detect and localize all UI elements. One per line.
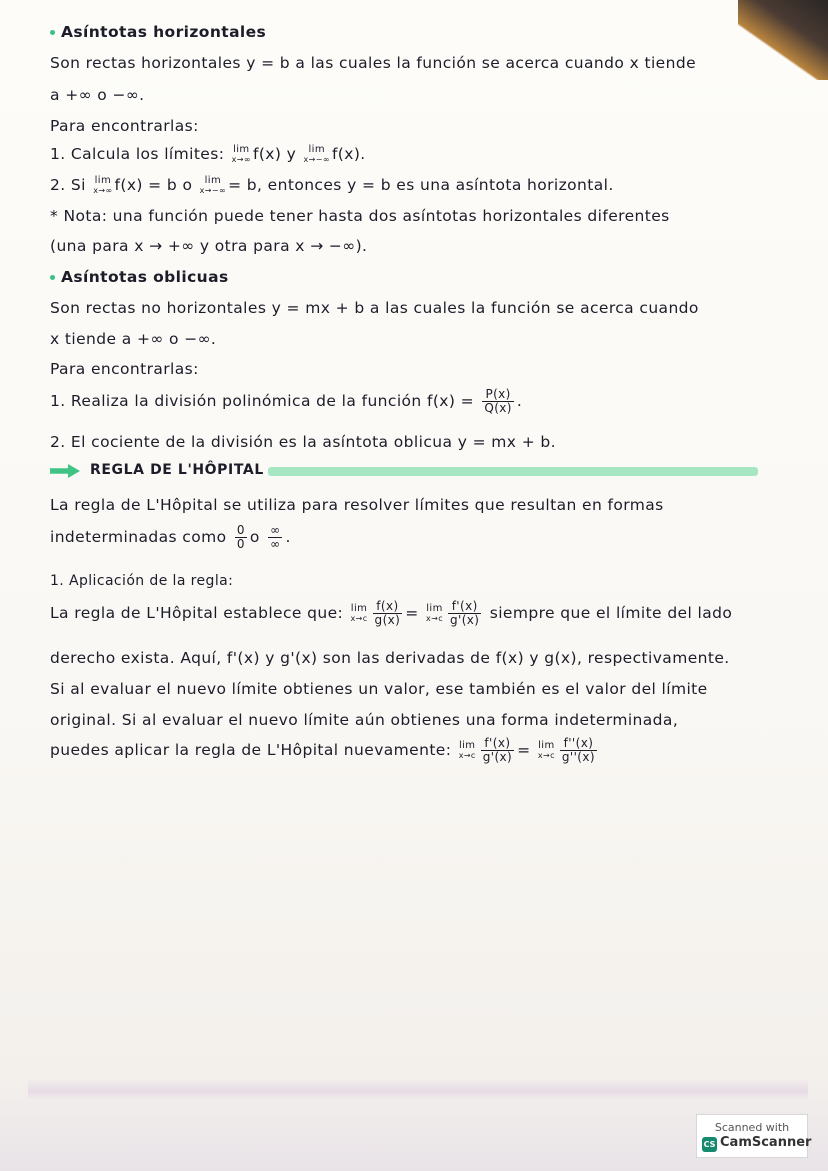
highlight-bar [268, 467, 758, 476]
text-line: x tiende a +∞ o −∞. [50, 330, 217, 348]
text-line: Son rectas horizontales y = b a las cuales la función se acerca cuando x tiende [50, 54, 696, 72]
text-line: Son rectas no horizontales y = mx + b a las cuales la función se acerca cuando [50, 299, 699, 317]
limit-notation: lim x→∞ [93, 174, 113, 195]
fraction: $\frac{f''(x)}{g''(x)}$ [561, 736, 595, 764]
limit-notation: lim x→c [425, 602, 443, 623]
fraction: $\frac{0}{0}$ [236, 523, 245, 551]
rule-line: La regla de L'Hôpital establece que: lim x→c $\frac{f(x)}{g(x)}$ = lim x→c $\frac{f'(x)}{g'(x)}$ siempre que el límite del lado [50, 599, 733, 627]
text-line: Si al evaluar el nuevo límite obtienes un valor, ese también es el valor del límite [50, 680, 708, 698]
camscanner-watermark: Scanned with CS CamScanner [696, 1114, 808, 1158]
text-line: indeterminadas como $\frac{0}{0}$ o $\frac{\infty}{\infty}$ . [50, 523, 291, 551]
bullet-icon [50, 275, 55, 280]
heading-asintotas-oblicuas: Asíntotas oblicuas [50, 267, 229, 287]
text-line: Para encontrarlas: [50, 360, 199, 378]
note-line: (una para x → +∞ y otra para x → −∞). [50, 237, 368, 255]
limit-notation: lim x→−∞ [303, 143, 330, 164]
camscanner-logo-icon: CS [702, 1137, 717, 1152]
text-line: derecho exista. Aquí, f'(x) y g'(x) son las derivadas de f(x) y g(x), respectivamente. [50, 649, 730, 667]
text-line: original. Si al evaluar el nuevo límite aún obtienes una forma indeterminada, [50, 711, 679, 729]
step-line: 1. Realiza la división polinómica de la función f(x) = $\frac{P(x)}{Q(x)}$ . [50, 387, 523, 415]
limit-notation: lim x→c [458, 739, 476, 760]
step-line: 1. Calcula los límites: lim x→∞ f(x) y lim x→−∞ f(x). [50, 143, 366, 164]
fraction: $\frac{f'(x)}{g'(x)}$ [450, 599, 480, 627]
fraction: $\frac{f'(x)}{g'(x)}$ [482, 736, 513, 764]
arrow-icon [50, 464, 80, 478]
final-formula-line: puedes aplicar la regla de L'Hôpital nuevamente: lim x→c $\frac{f'(x)}{g'(x)}$ = lim x→c $\frac{f''(x)}{g''(x)}$ [50, 736, 595, 764]
limit-notation: lim x→c [537, 739, 555, 760]
section-title-lhopital: REGLA DE L'HÔPITAL [50, 461, 765, 483]
text-line: a +∞ o −∞. [50, 86, 145, 104]
limit-notation: lim x→−∞ [199, 174, 227, 195]
step-line: 2. El cociente de la división es la asíntota oblicua y = mx + b. [50, 433, 556, 451]
fraction: $\frac{f(x)}{g(x)}$ [374, 599, 401, 627]
bullet-icon [50, 30, 55, 35]
limit-notation: lim x→c [350, 602, 368, 623]
step-line: 2. Si lim x→∞ f(x) = b o lim x→−∞ = b, entonces y = b es una asíntota horizontal. [50, 174, 614, 195]
subheading-aplicacion: 1. Aplicación de la regla: [50, 573, 234, 589]
text-line: Para encontrarlas: [50, 117, 199, 135]
fraction: $\frac{\infty}{\infty}$ [270, 523, 281, 551]
fraction: $\frac{P(x)}{Q(x)}$ [484, 387, 512, 415]
page-corner-shadow [738, 0, 828, 80]
limit-notation: lim x→∞ [231, 143, 251, 164]
heading-asintotas-horizontales: Asíntotas horizontales [50, 22, 266, 42]
bleed-through-band [28, 1078, 808, 1100]
note-line: * Nota: una función puede tener hasta dos asíntotas horizontales diferentes [50, 207, 670, 225]
text-line: La regla de L'Hôpital se utiliza para resolver límites que resultan en formas [50, 496, 664, 514]
